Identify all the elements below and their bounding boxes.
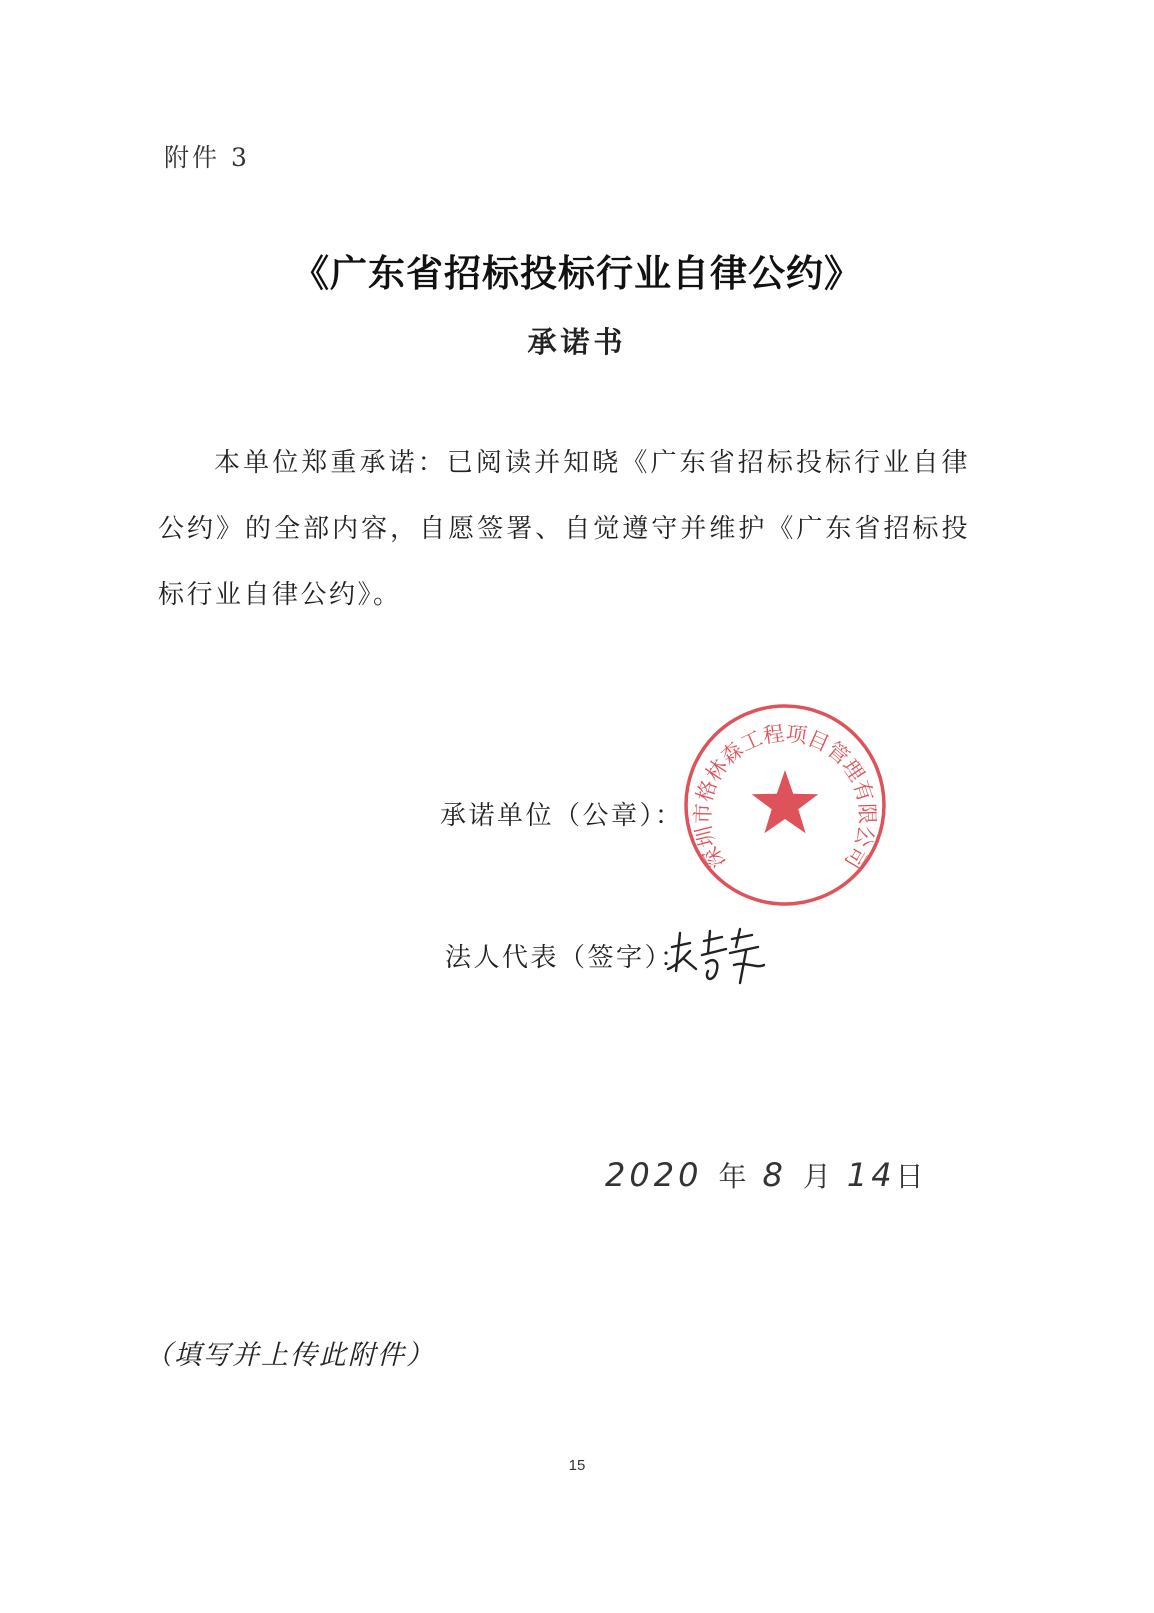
date-day: 14: [846, 1156, 896, 1194]
upload-instruction-note: （填写并上传此附件）: [145, 1340, 435, 1371]
date-year-unit: 年: [718, 1160, 747, 1193]
commitment-paragraph: 本单位郑重承诺：已阅读并知晓《广东省招标投标行业自律公约》的全部内容，自愿签署、自觉遵守并维护《广东省招标投标行业自律公约》。: [158, 448, 970, 610]
page-number: 15: [568, 1457, 586, 1474]
legal-representative-label: 法人代表（签字）：: [445, 943, 689, 973]
official-seal-stamp: [680, 700, 890, 910]
commitment-unit-label: 承诺单位（公章）：: [440, 801, 684, 831]
document-subtitle: 承诺书: [527, 325, 627, 359]
date-year: 2020: [605, 1156, 703, 1194]
date-day-unit: 日: [895, 1160, 924, 1193]
signing-date: [605, 1155, 924, 1195]
handwritten-signature: [660, 925, 780, 990]
date-month-unit: 月: [802, 1160, 831, 1193]
annex-label: 附件 3: [164, 143, 250, 172]
svg-text:深圳市格林森工程项目管理有限公司: 深圳市格林森工程项目管理有限公司: [690, 721, 880, 873]
date-month: 8: [762, 1156, 787, 1194]
seal-star-icon: [752, 770, 819, 833]
document-title: 《广东省招标投标行业自律公约》: [292, 252, 862, 295]
